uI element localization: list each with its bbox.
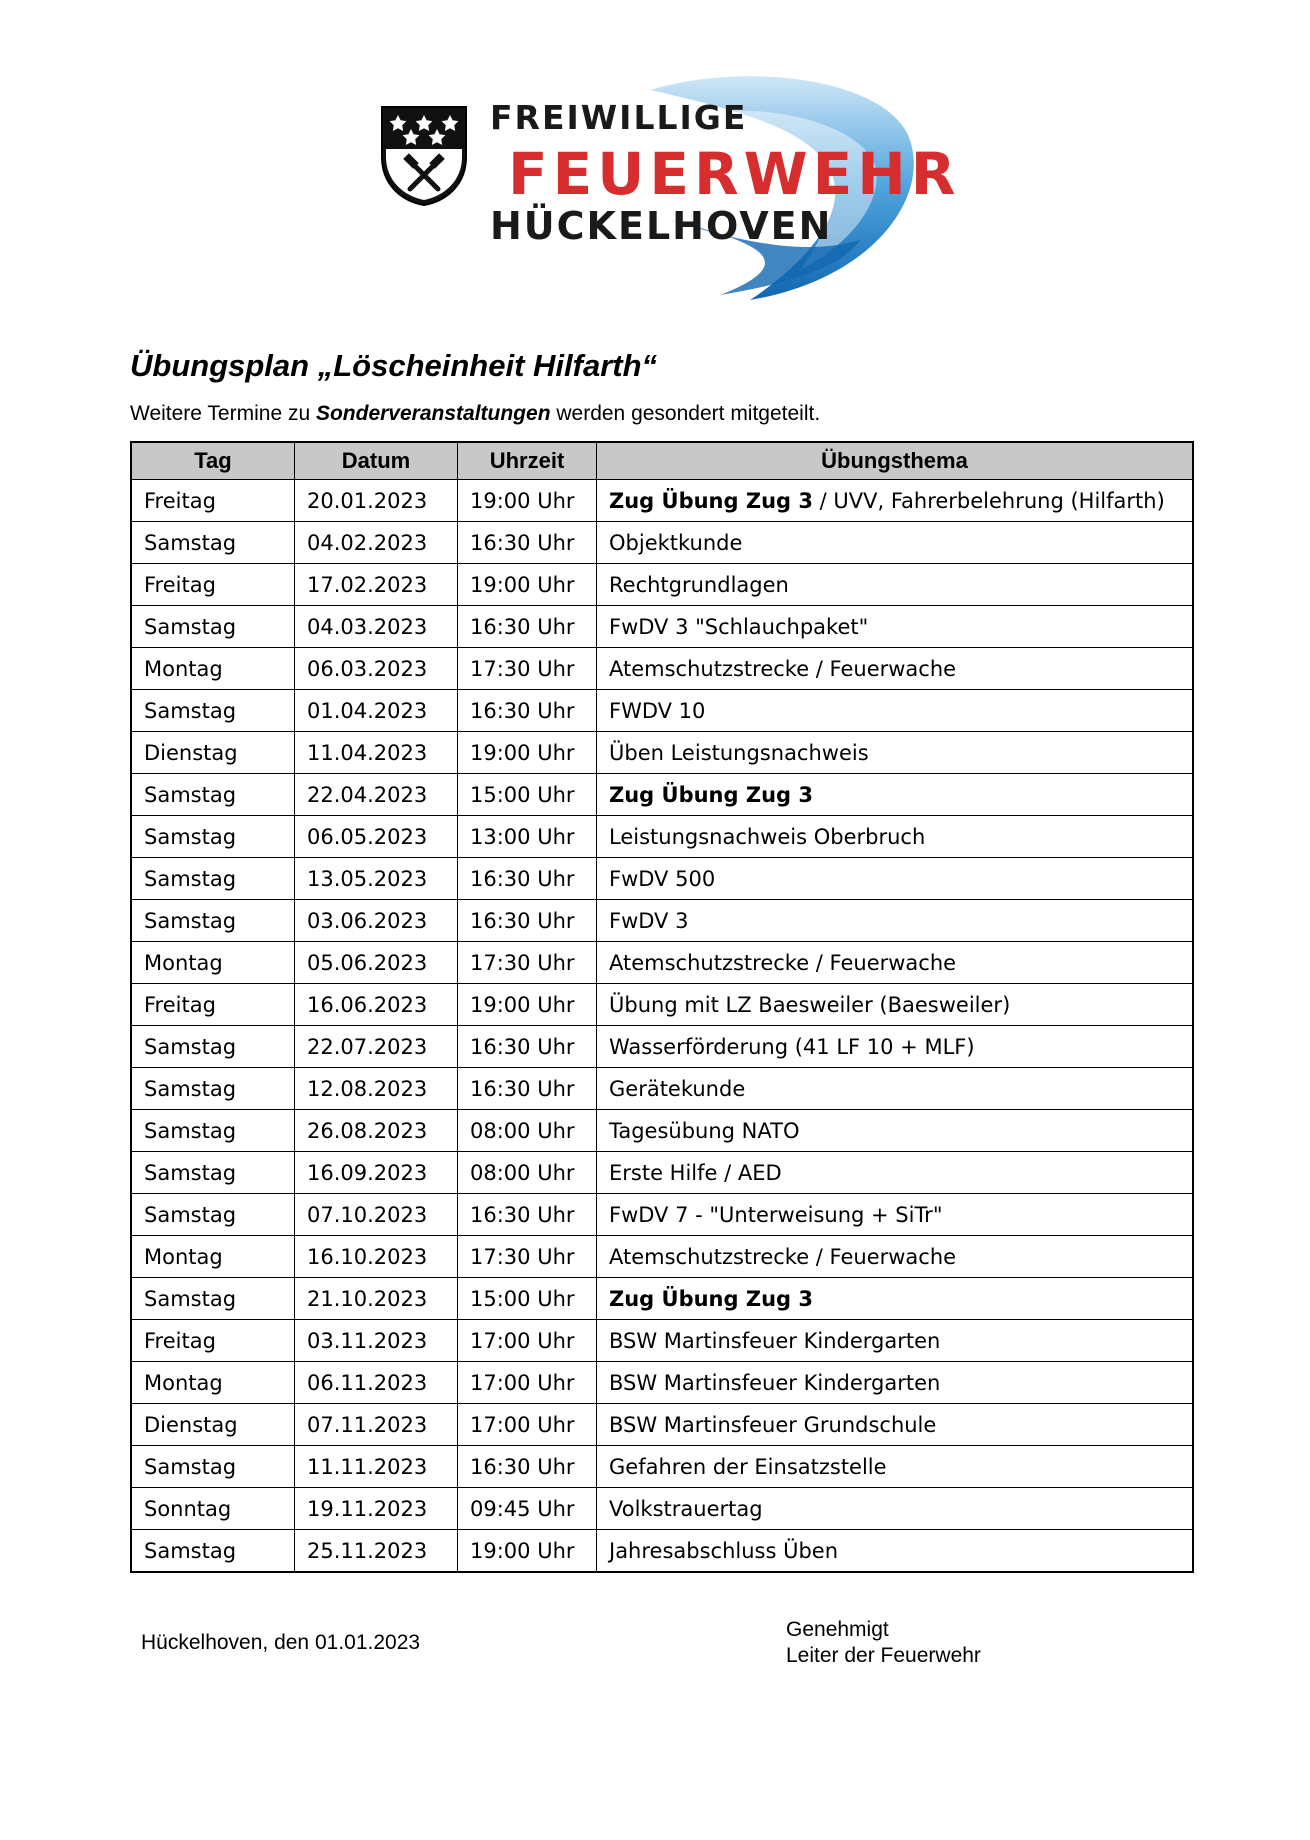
cell-uhrzeit: 19:00 Uhr [458,564,597,606]
cell-datum: 16.10.2023 [295,1236,458,1278]
cell-uhrzeit: 15:00 Uhr [458,774,597,816]
cell-datum: 20.01.2023 [295,480,458,522]
table-row [131,1236,1193,1278]
thema-text: FwDV 7 - "Unterweisung + SiTr" [609,1202,943,1227]
cell-tag: Samstag [131,816,295,858]
thema-text: Tagesübung NATO [609,1118,800,1143]
table-row [131,900,1193,942]
table-row [131,1278,1193,1320]
cell-datum: 07.11.2023 [295,1404,458,1446]
logo-text-feuerwehr: FEUERWEHR [508,140,961,208]
header-thema: Übungsthema [597,442,1194,480]
cell-uhrzeit: 16:30 Uhr [458,858,597,900]
page-title: Übungsplan „Löscheinheit Hilfarth“ [130,348,658,383]
table-row [131,1404,1193,1446]
cell-datum: 13.05.2023 [295,858,458,900]
cell-uhrzeit: 17:00 Uhr [458,1362,597,1404]
cell-tag: Samstag [131,1152,295,1194]
thema-text: Jahresabschluss Üben [609,1538,839,1563]
thema-text: BSW Martinsfeuer Grundschule [609,1412,937,1437]
cell-uhrzeit: 08:00 Uhr [458,1110,597,1152]
thema-text: Wasserförderung (41 LF 10 + MLF) [609,1034,975,1059]
cell-thema [597,1362,1194,1404]
cell-uhrzeit: 16:30 Uhr [458,1446,597,1488]
cell-tag: Montag [131,1362,295,1404]
cell-datum: 04.03.2023 [295,606,458,648]
cell-uhrzeit: 16:30 Uhr [458,1068,597,1110]
cell-datum: 06.05.2023 [295,816,458,858]
cell-uhrzeit: 16:30 Uhr [458,1194,597,1236]
thema-bold: Zug Übung Zug 3 [609,782,813,807]
cell-thema [597,564,1194,606]
thema-text: Übung mit LZ Baesweiler (Baesweiler) [609,992,1011,1017]
table-header-row [131,442,1193,480]
cell-datum: 12.08.2023 [295,1068,458,1110]
table-row [131,1320,1193,1362]
table-row [131,564,1193,606]
cell-uhrzeit: 19:00 Uhr [458,984,597,1026]
cell-datum: 04.02.2023 [295,522,458,564]
cell-tag: Freitag [131,480,295,522]
logo-text-hueckelhoven: HÜCKELHOVEN [490,204,833,248]
cell-tag: Samstag [131,900,295,942]
place-date: Hückelhoven, den 01.01.2023 [141,1631,421,1654]
cell-thema [597,1446,1194,1488]
coat-of-arms-icon [380,105,468,207]
cell-tag: Samstag [131,1446,295,1488]
approver-label: Leiter der Feuerwehr [786,1644,981,1667]
thema-text: Gerätekunde [609,1076,746,1101]
cell-thema [597,900,1194,942]
table-row [131,1530,1193,1573]
table-row [131,522,1193,564]
table-row [131,690,1193,732]
cell-thema [597,1530,1194,1573]
header-tag: Tag [131,442,295,480]
thema-text: BSW Martinsfeuer Kindergarten [609,1328,941,1353]
cell-uhrzeit: 17:30 Uhr [458,648,597,690]
cell-tag: Samstag [131,1068,295,1110]
cell-datum: 19.11.2023 [295,1488,458,1530]
training-schedule-table [130,441,1194,1573]
cell-tag: Dienstag [131,732,295,774]
thema-text: Gefahren der Einsatzstelle [609,1454,887,1479]
cell-thema [597,648,1194,690]
cell-tag: Dienstag [131,1404,295,1446]
cell-tag: Samstag [131,690,295,732]
thema-text: Objektkunde [609,530,743,555]
table-row [131,984,1193,1026]
fire-brigade-logo [380,70,961,310]
cell-uhrzeit: 19:00 Uhr [458,480,597,522]
cell-datum: 21.10.2023 [295,1278,458,1320]
cell-uhrzeit: 17:00 Uhr [458,1320,597,1362]
cell-tag: Montag [131,648,295,690]
table-body [131,480,1193,1573]
cell-tag: Samstag [131,1194,295,1236]
table-row [131,1488,1193,1530]
cell-uhrzeit: 16:30 Uhr [458,900,597,942]
cell-thema [597,1068,1194,1110]
cell-datum: 16.06.2023 [295,984,458,1026]
thema-text: Volkstrauertag [609,1496,763,1521]
cell-tag: Samstag [131,1110,295,1152]
cell-uhrzeit: 16:30 Uhr [458,522,597,564]
subtitle-bold: Sonderveranstaltungen [315,402,551,425]
cell-uhrzeit: 16:30 Uhr [458,690,597,732]
cell-tag: Sonntag [131,1488,295,1530]
cell-uhrzeit: 16:30 Uhr [458,606,597,648]
cell-tag: Freitag [131,564,295,606]
cell-tag: Samstag [131,1026,295,1068]
table-row [131,1110,1193,1152]
cell-uhrzeit: 19:00 Uhr [458,1530,597,1573]
cell-tag: Samstag [131,522,295,564]
cell-thema [597,1278,1194,1320]
cell-tag: Freitag [131,1320,295,1362]
cell-datum: 03.11.2023 [295,1320,458,1362]
cell-datum: 05.06.2023 [295,942,458,984]
thema-text: Atemschutzstrecke / Feuerwache [609,656,957,681]
cell-tag: Samstag [131,606,295,648]
cell-tag: Montag [131,1236,295,1278]
cell-tag: Samstag [131,858,295,900]
header-datum: Datum [295,442,458,480]
cell-uhrzeit: 08:00 Uhr [458,1152,597,1194]
cell-thema [597,858,1194,900]
thema-text: Rechtgrundlagen [609,572,789,597]
cell-datum: 25.11.2023 [295,1530,458,1573]
cell-thema [597,480,1194,522]
cell-datum: 07.10.2023 [295,1194,458,1236]
cell-thema [597,606,1194,648]
cell-thema [597,690,1194,732]
cell-thema [597,1152,1194,1194]
cell-datum: 01.04.2023 [295,690,458,732]
cell-thema [597,1026,1194,1068]
cell-tag: Montag [131,942,295,984]
cell-tag: Samstag [131,1530,295,1573]
cell-uhrzeit: 16:30 Uhr [458,1026,597,1068]
thema-text: Üben Leistungsnachweis [609,740,869,765]
thema-text: FwDV 3 [609,908,689,933]
cell-tag: Samstag [131,1278,295,1320]
cell-datum: 11.04.2023 [295,732,458,774]
cell-datum: 17.02.2023 [295,564,458,606]
thema-text: Leistungsnachweis Oberbruch [609,824,926,849]
cell-thema [597,522,1194,564]
cell-thema [597,1488,1194,1530]
table-row [131,1026,1193,1068]
table-row [131,480,1193,522]
table-row [131,732,1193,774]
subtitle-pre: Weitere Termine zu [130,402,316,425]
page-subtitle [130,402,820,426]
cell-uhrzeit: 09:45 Uhr [458,1488,597,1530]
cell-datum: 22.04.2023 [295,774,458,816]
header-uhrzeit: Uhrzeit [458,442,597,480]
approved-label: Genehmigt [786,1618,889,1641]
cell-thema [597,1110,1194,1152]
cell-thema [597,774,1194,816]
cell-uhrzeit: 19:00 Uhr [458,732,597,774]
thema-text: FWDV 10 [609,698,706,723]
thema-text: FwDV 500 [609,866,716,891]
cell-uhrzeit: 13:00 Uhr [458,816,597,858]
thema-bold: Zug Übung Zug 3 [609,488,813,513]
cell-thema [597,1320,1194,1362]
table-row [131,606,1193,648]
cell-thema [597,1404,1194,1446]
thema-text: / UVV, Fahrerbelehrung (Hilfarth) [812,488,1165,513]
cell-uhrzeit: 17:30 Uhr [458,1236,597,1278]
table-row [131,774,1193,816]
cell-thema [597,1236,1194,1278]
cell-tag: Samstag [131,774,295,816]
cell-thema [597,1194,1194,1236]
cell-thema [597,732,1194,774]
table-row [131,858,1193,900]
cell-tag: Freitag [131,984,295,1026]
thema-text: BSW Martinsfeuer Kindergarten [609,1370,941,1395]
table-row [131,1152,1193,1194]
thema-bold: Zug Übung Zug 3 [609,1286,813,1311]
approval-block [786,1617,981,1669]
thema-text: FwDV 3 "Schlauchpaket" [609,614,869,639]
thema-text: Atemschutzstrecke / Feuerwache [609,950,957,975]
cell-uhrzeit: 15:00 Uhr [458,1278,597,1320]
table-row [131,1362,1193,1404]
cell-datum: 11.11.2023 [295,1446,458,1488]
cell-thema [597,942,1194,984]
logo-text-freiwillige: FREIWILLIGE [490,98,748,137]
table-row [131,1446,1193,1488]
cell-uhrzeit: 17:30 Uhr [458,942,597,984]
table-row [131,942,1193,984]
cell-uhrzeit: 17:00 Uhr [458,1404,597,1446]
cell-datum: 06.03.2023 [295,648,458,690]
cell-datum: 26.08.2023 [295,1110,458,1152]
table-row [131,1194,1193,1236]
cell-thema [597,816,1194,858]
table-row [131,1068,1193,1110]
thema-text: Erste Hilfe / AED [609,1160,782,1185]
thema-text: Atemschutzstrecke / Feuerwache [609,1244,957,1269]
cell-datum: 03.06.2023 [295,900,458,942]
table-row [131,816,1193,858]
cell-datum: 06.11.2023 [295,1362,458,1404]
cell-datum: 16.09.2023 [295,1152,458,1194]
cell-thema [597,984,1194,1026]
cell-datum: 22.07.2023 [295,1026,458,1068]
table-row [131,648,1193,690]
subtitle-post: werden gesondert mitgeteilt. [550,402,821,425]
